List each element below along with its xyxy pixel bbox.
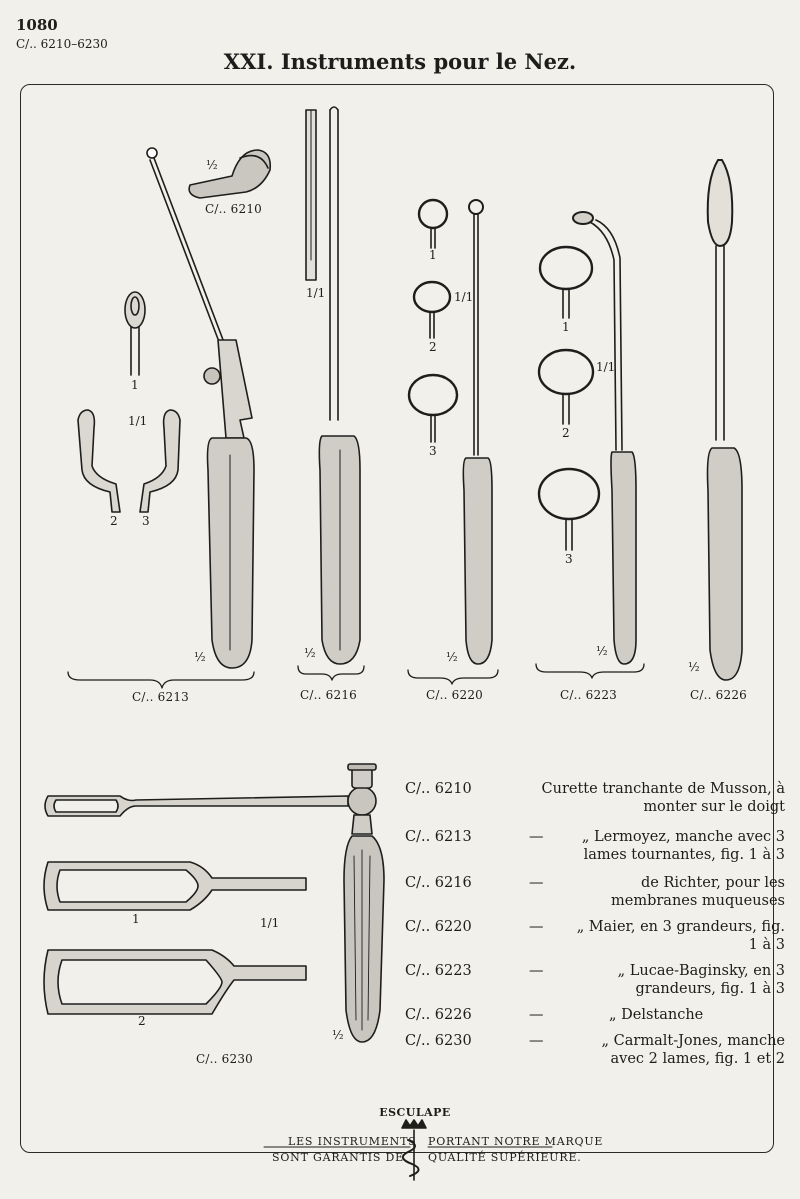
figure-code-6213: C/.. 6213	[132, 690, 190, 704]
scale-6216-tip: 1/1	[306, 286, 326, 300]
fig-num-6213-3: 3	[142, 514, 150, 528]
legend-desc: „ Delstanche	[609, 1007, 704, 1023]
scale-6226: ½	[688, 660, 700, 674]
footer-left-line1: LES INSTRUMENTS	[288, 1135, 417, 1148]
maier-instrument-6220	[409, 200, 492, 664]
legend-dash: —	[529, 1033, 544, 1049]
footer-right-line1: PORTANT NOTRE MARQUE	[428, 1135, 604, 1148]
lucae-baginsky-instrument-6223	[539, 212, 636, 664]
fig-num-6223-1: 1	[562, 320, 570, 334]
legend-dash: —	[529, 1007, 544, 1023]
scale-6210: ½	[206, 158, 218, 172]
delstanche-instrument-6226	[708, 160, 743, 680]
scale-6213-blades: 1/1	[128, 414, 148, 428]
legend-desc: de Richter, pour les membranes muqueuses	[611, 875, 785, 910]
figure-code-6220: C/.. 6220	[426, 688, 484, 702]
scale-6216: ½	[304, 646, 316, 660]
scale-6230: ½	[332, 1028, 344, 1042]
legend-desc: „ Lucae-Baginsky, en 3 grandeurs, fig. 1 à 3	[617, 963, 785, 998]
richter-instrument-6216	[306, 107, 360, 664]
fig-num-6230-1: 1	[132, 912, 140, 926]
legend-desc: „ Lermoyez, manche avec 3 lames tournantes, fig. 1 à 3	[581, 829, 785, 864]
legend-dash: —	[529, 919, 544, 935]
figure-code-6226: C/.. 6226	[690, 688, 748, 702]
scale-6223: ½	[596, 644, 608, 658]
scale-6213: ½	[194, 650, 206, 664]
lermoyez-blades-6213	[78, 292, 180, 512]
page-title: XXI. Instruments pour le Nez.	[223, 49, 577, 74]
fig-num-6220-3: 3	[429, 444, 437, 458]
legend-dash: —	[529, 875, 544, 891]
figure-code-6216: C/.. 6216	[300, 688, 358, 702]
scale-6220: ½	[446, 650, 458, 664]
lermoyez-instrument-6213	[147, 148, 254, 668]
finger-curette-6210	[189, 150, 270, 198]
footer-left-line2: SONT GARANTIS DE	[272, 1151, 404, 1164]
catalog-range: C/.. 6210–6230	[16, 37, 108, 51]
fig-num-6223-2: 2	[562, 426, 570, 440]
fig-num-6213-1: 1	[131, 378, 139, 392]
legend-desc: „ Carmalt-Jones, manche avec 2 lames, fig. 1 et 2	[601, 1033, 785, 1068]
fig-num-6213-2: 2	[110, 514, 118, 528]
fig-num-6220-2: 2	[429, 340, 437, 354]
figure-group-braces	[68, 664, 644, 688]
fig-num-6220-1: 1	[429, 248, 437, 262]
legend-dash: —	[529, 963, 544, 979]
legend-code: C/.. 6226	[405, 1007, 472, 1023]
legend-code: C/.. 6210	[405, 781, 472, 797]
legend-dash: —	[529, 829, 544, 845]
legend-code: C/.. 6216	[405, 875, 472, 891]
fig-num-6223-3: 3	[565, 552, 573, 566]
scale-6220-tips: 1/1	[454, 290, 474, 304]
figure-code-6223: C/.. 6223	[560, 688, 618, 702]
fig-num-6230-2: 2	[138, 1014, 146, 1028]
legend-desc: „ Maier, en 3 grandeurs, fig. 1 à 3	[576, 919, 785, 954]
legend-code: C/.. 6223	[405, 963, 472, 979]
scale-6230-blades: 1/1	[260, 916, 280, 930]
legend-desc: Curette tranchante de Musson, à monter sur le doigt	[541, 781, 785, 816]
esculape-emblem-icon	[264, 1120, 552, 1180]
footer-right-line2: QUALITÉ SUPÉRIEURE.	[428, 1151, 582, 1164]
scale-6223-tips: 1/1	[596, 360, 616, 374]
figure-code-6230: C/.. 6230	[196, 1052, 254, 1066]
carmalt-jones-instrument-6230	[44, 764, 384, 1042]
legend-code: C/.. 6220	[405, 919, 472, 935]
page-number: 1080	[16, 16, 58, 34]
footer-brand: ESCULAPE	[379, 1106, 451, 1119]
legend-code: C/.. 6213	[405, 829, 472, 845]
figure-code-6210: C/.. 6210	[205, 202, 263, 216]
legend-code: C/.. 6230	[405, 1033, 472, 1049]
